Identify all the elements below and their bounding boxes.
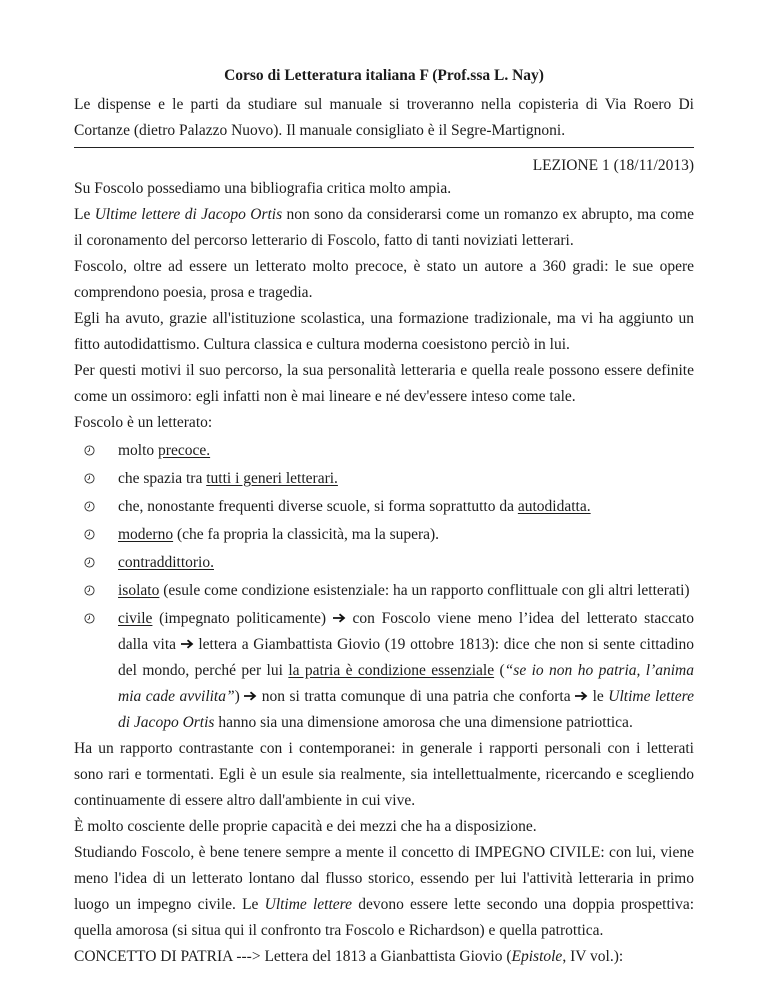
list-item: molto precoce. [74,438,694,464]
list-item: isolato (esule come condizione esistenziale: ha un rapporto conflittuale con gli altri letterati) [74,578,694,604]
arrow-right-icon [244,691,257,701]
paragraph-oxymoron: Per questi motivi il suo percorso, la sua personalità letteraria e quella reale possono essere definite come un ossimoro: egli infatti non è mai lineare e né dev'essere inteso come tale. [74,362,694,405]
paragraph-precocious: Foscolo, oltre ad essere un letterato molto precoce, è stato un autore a 360 gradi: le sue opere comprendono poesia, prosa e tragedia. [74,258,694,301]
paragraph-ortis: Le Ultime lettere di Jacopo Ortis non sono da considerarsi come un romanzo ex abrupto, ma come il coronamento del percorso letterario di Foscolo, fatto di tanti noviziati letterari. [74,206,694,249]
clock-bullet-icon [84,473,95,484]
list-item: moderno (che fa propria la classicità, ma la supera). [74,522,694,548]
lesson-heading: LEZIONE 1 (18/11/2013) [532,157,694,174]
book-title: Epistole [511,948,563,965]
paragraph-bibliography: Su Foscolo possediamo una bibliografia critica molto ampia. [74,180,452,197]
arrow-right-icon [181,639,194,649]
intro-paragraph: Le dispense e le parti da studiare sul manuale si troveranno nella copisteria di Via Roero Di Cortanze (dietro Palazzo Nuovo). Il manuale consigliato è il Segre-Martignoni. [74,92,694,148]
book-title: Ultime lettere di Jacopo Ortis [118,688,694,731]
book-title: Ultime lettere [264,896,353,913]
clock-bullet-icon [84,557,95,568]
list-item: che spazia tra tutti i generi letterari. [74,466,694,492]
book-title: Ultime lettere di Jacopo Ortis [94,206,283,223]
arrow-right-icon [575,691,588,701]
paragraph-list-intro: Foscolo è un letterato: [74,414,213,431]
list-item: civile (impegnato politicamente) con Foscolo viene meno l’idea del letterato staccato dalla vita lettera a Giambattista Giovio (19 ottobre 1813): dice che non si sente cittadino del mondo, perché per lui la patria è condizione essenziale (“se io non ho patria, l’anima mia cade avvilita”) non si tratta comunque di una patria che conforta le Ultime lettere di Jacopo Ortis hanno sia una dimensione amorosa che una dimensione patriottica. [74,606,694,736]
clock-bullet-icon [84,445,95,456]
paragraph-education: Egli ha avuto, grazie all'istituzione scolastica, una formazione tradizionale, ma vi ha aggiunto un fitto autodidattismo. Cultura classica e cultura moderna coesistono perciò in lui. [74,310,694,353]
arrow-right-icon [333,613,346,623]
paragraph-civil-commitment: Studiando Foscolo, è bene tenere sempre a mente il concetto di IMPEGNO CIVILE: con lui, viene meno l'idea di un letterato lontano dal flusso storico, essendo per lui l'attività letteraria in primo luogo un impegno civile. Le Ultime lettere devono essere lette secondo una doppia prospettiva: quella amorosa (si situa qui il confronto tra Foscolo e Richardson) e quella patrottica. [74,844,695,939]
list-item: che, nonostante frequenti diverse scuole, si forma soprattutto da autodidatta. [74,494,694,520]
clock-bullet-icon [84,529,95,540]
quotation: “se io non ho patria, l’anima mia cade avvilita” [118,662,694,705]
paragraph-homeland: CONCETTO DI PATRIA ---> Lettera del 1813 a Gianbattista Giovio (Epistole, IV vol.): [74,948,624,965]
clock-bullet-icon [84,613,95,624]
document-body [74,176,694,970]
page-title: Corso di Letteratura italiana F (Prof.ssa L. Nay) [224,67,544,84]
paragraph-contemporaries: Ha un rapporto contrastante con i contemporanei: in generale i rapporti personali con i letterati sono rari e tormentati. Egli è un esule sia realmente, sia intellettualmente, ricercando e scegliendo continuamente di essere altro dall'ambiente in cui vive. [74,740,694,809]
list-item: contraddittorio. [74,550,694,576]
clock-bullet-icon [84,585,95,596]
features-list [74,438,694,736]
clock-bullet-icon [84,501,95,512]
paragraph-awareness: È molto cosciente delle proprie capacità e dei mezzi che ha a disposizione. [74,818,537,835]
